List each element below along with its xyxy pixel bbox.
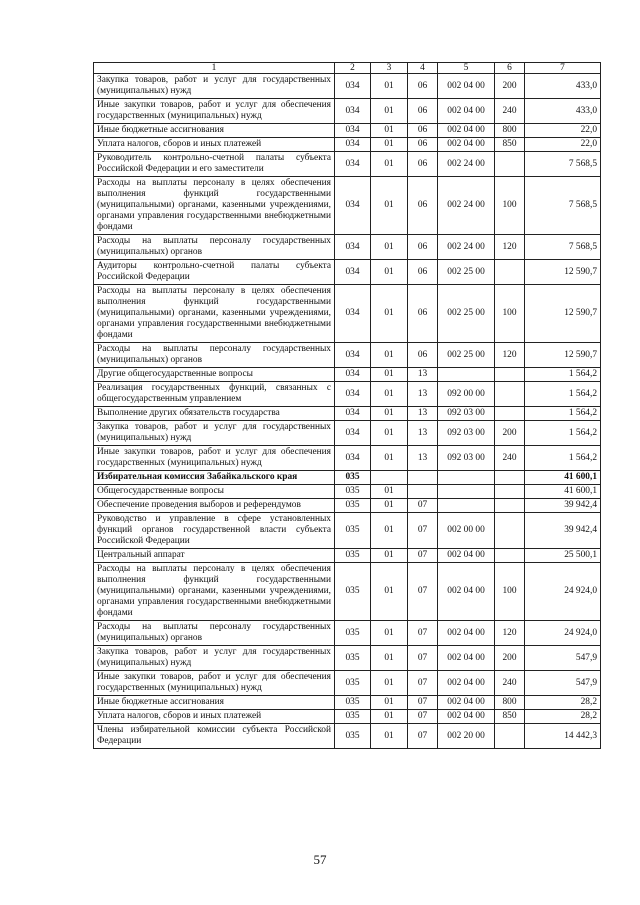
row-rz-code: 01 [371,138,408,152]
row-cs-code: 002 04 00 [438,646,495,671]
row-sum: 39 942,4 [525,513,601,549]
row-gr-code: 034 [335,124,371,138]
row-cs-code: 092 03 00 [438,421,495,446]
row-sum: 1 564,2 [525,368,601,382]
row-name: Уплата налогов, сборов и иных платежей [94,710,335,724]
row-rz-code: 01 [371,152,408,177]
row-pr-code: 07 [408,499,438,513]
table-row [94,421,601,446]
row-gr-code: 035 [335,513,371,549]
row-name: Закупка товаров, работ и услуг для государственных (муниципальных) нужд [94,646,335,671]
row-rz-code: 01 [371,646,408,671]
table-row [94,446,601,471]
row-sum: 433,0 [525,99,601,124]
table-row [94,499,601,513]
row-vr-code: 120 [495,343,525,368]
row-pr-code: 07 [408,513,438,549]
row-gr-code: 034 [335,235,371,260]
row-name: Закупка товаров, работ и услуг для государственных (муниципальных) нужд [94,74,335,99]
row-rz-code: 01 [371,124,408,138]
table-row [94,621,601,646]
row-vr-code [495,471,525,485]
row-name: Общегосударственные вопросы [94,485,335,499]
row-name: Центральный аппарат [94,549,335,563]
row-gr-code: 035 [335,710,371,724]
row-vr-code: 200 [495,74,525,99]
row-vr-code [495,368,525,382]
row-rz-code: 01 [371,343,408,368]
row-name: Руководство и управление в сфере установленных функций органов государственной власти субъекта Российской Федерации [94,513,335,549]
row-cs-code [438,485,495,499]
table-row [94,646,601,671]
row-cs-code [438,471,495,485]
row-gr-code: 034 [335,260,371,285]
row-rz-code: 01 [371,99,408,124]
row-cs-code: 002 04 00 [438,549,495,563]
row-sum: 22,0 [525,138,601,152]
row-sum: 7 568,5 [525,177,601,235]
row-name: Расходы на выплаты персоналу в целях обеспечения выполнения функций государственными (муниципальными) органами, казенными учреждениями, органами управления государственными внебюджетными фондами [94,285,335,343]
row-pr-code: 06 [408,260,438,285]
row-pr-code: 07 [408,549,438,563]
row-cs-code: 002 04 00 [438,138,495,152]
column-header-gr: 2 [335,63,371,74]
column-header-name: 1 [94,63,335,74]
row-sum: 25 500,1 [525,549,601,563]
row-rz-code [371,471,408,485]
row-gr-code: 035 [335,671,371,696]
row-vr-code: 850 [495,138,525,152]
table-body [94,63,601,749]
row-sum: 547,9 [525,646,601,671]
row-pr-code: 13 [408,368,438,382]
row-sum: 1 564,2 [525,421,601,446]
row-cs-code: 002 20 00 [438,724,495,749]
row-rz-code: 01 [371,260,408,285]
row-gr-code: 035 [335,471,371,485]
row-rz-code: 01 [371,177,408,235]
row-rz-code: 01 [371,549,408,563]
row-sum: 41 600,1 [525,485,601,499]
table-row [94,124,601,138]
row-sum: 14 442,3 [525,724,601,749]
row-vr-code [495,485,525,499]
row-gr-code: 035 [335,646,371,671]
row-pr-code: 07 [408,621,438,646]
row-sum: 12 590,7 [525,260,601,285]
row-pr-code: 07 [408,724,438,749]
row-vr-code: 120 [495,235,525,260]
row-gr-code: 034 [335,177,371,235]
row-cs-code: 002 25 00 [438,343,495,368]
table-row [94,710,601,724]
row-cs-code: 002 25 00 [438,285,495,343]
row-name: Иные закупки товаров, работ и услуг для обеспечения государственных (муниципальных) нужд [94,671,335,696]
row-vr-code: 240 [495,99,525,124]
budget-table-wrapper [93,62,600,749]
row-cs-code: 002 25 00 [438,260,495,285]
row-sum: 12 590,7 [525,343,601,368]
column-header-row [94,63,601,74]
row-rz-code: 01 [371,485,408,499]
table-row [94,285,601,343]
row-name: Расходы на выплаты персоналу в целях обеспечения выполнения функций государственными (муниципальными) органами, казенными учреждениями, органами управления государственными внебюджетными фондами [94,177,335,235]
row-cs-code: 002 04 00 [438,696,495,710]
row-vr-code [495,549,525,563]
row-rz-code: 01 [371,671,408,696]
row-gr-code: 034 [335,368,371,382]
table-row [94,260,601,285]
budget-table [93,62,601,749]
row-pr-code: 06 [408,235,438,260]
row-name: Расходы на выплаты персоналу государственных (муниципальных) органов [94,235,335,260]
row-gr-code: 034 [335,138,371,152]
row-gr-code: 035 [335,499,371,513]
row-vr-code: 100 [495,177,525,235]
row-name: Расходы на выплаты персоналу в целях обеспечения выполнения функций государственными (муниципальными) органами, казенными учреждениями, органами управления государственными внебюджетными фондами [94,563,335,621]
row-pr-code: 13 [408,407,438,421]
row-rz-code: 01 [371,235,408,260]
table-row [94,152,601,177]
row-name: Избирательная комиссия Забайкальского края [94,471,335,485]
row-sum: 7 568,5 [525,235,601,260]
row-cs-code [438,499,495,513]
row-gr-code: 035 [335,696,371,710]
row-name: Закупка товаров, работ и услуг для государственных (муниципальных) нужд [94,421,335,446]
row-vr-code: 800 [495,696,525,710]
table-row [94,407,601,421]
row-gr-code: 034 [335,407,371,421]
row-vr-code [495,724,525,749]
table-row [94,563,601,621]
row-gr-code: 035 [335,563,371,621]
row-gr-code: 034 [335,421,371,446]
column-header-sum: 7 [525,63,601,74]
row-vr-code: 850 [495,710,525,724]
row-sum: 547,9 [525,671,601,696]
row-rz-code: 01 [371,285,408,343]
row-vr-code: 800 [495,124,525,138]
row-vr-code [495,382,525,407]
row-vr-code: 200 [495,646,525,671]
row-cs-code: 002 04 00 [438,124,495,138]
row-pr-code: 06 [408,285,438,343]
row-pr-code: 07 [408,671,438,696]
table-row [94,382,601,407]
table-row [94,485,601,499]
table-row [94,549,601,563]
row-vr-code: 240 [495,671,525,696]
row-cs-code: 002 04 00 [438,563,495,621]
row-sum: 7 568,5 [525,152,601,177]
row-sum: 1 564,2 [525,407,601,421]
row-gr-code: 034 [335,152,371,177]
row-name: Выполнение других обязательств государства [94,407,335,421]
row-cs-code: 002 24 00 [438,177,495,235]
row-pr-code: 06 [408,138,438,152]
row-sum: 1 564,2 [525,446,601,471]
row-rz-code: 01 [371,621,408,646]
row-sum: 24 924,0 [525,621,601,646]
row-gr-code: 034 [335,74,371,99]
row-gr-code: 034 [335,99,371,124]
row-rz-code: 01 [371,724,408,749]
row-cs-code: 002 04 00 [438,621,495,646]
row-pr-code: 07 [408,696,438,710]
row-vr-code [495,407,525,421]
row-rz-code: 01 [371,563,408,621]
row-cs-code: 092 03 00 [438,446,495,471]
table-row [94,696,601,710]
row-cs-code [438,368,495,382]
row-vr-code [495,499,525,513]
row-pr-code: 06 [408,74,438,99]
row-name: Расходы на выплаты персоналу государственных (муниципальных) органов [94,621,335,646]
table-row [94,724,601,749]
row-sum: 12 590,7 [525,285,601,343]
row-pr-code: 13 [408,421,438,446]
column-header-cs: 5 [438,63,495,74]
row-sum: 24 924,0 [525,563,601,621]
row-name: Реализация государственных функций, связанных с общегосударственным управлением [94,382,335,407]
row-sum: 28,2 [525,710,601,724]
row-cs-code: 002 04 00 [438,671,495,696]
row-cs-code: 092 00 00 [438,382,495,407]
row-vr-code: 240 [495,446,525,471]
row-vr-code: 120 [495,621,525,646]
row-pr-code: 06 [408,124,438,138]
row-sum: 39 942,4 [525,499,601,513]
table-row [94,235,601,260]
row-pr-code: 13 [408,382,438,407]
row-pr-code: 07 [408,710,438,724]
row-name: Иные бюджетные ассигнования [94,696,335,710]
row-name: Руководитель контрольно-счетной палаты субъекта Российской Федерации и его заместители [94,152,335,177]
column-header-rz: 3 [371,63,408,74]
row-sum: 41 600,1 [525,471,601,485]
table-row [94,177,601,235]
row-rz-code: 01 [371,446,408,471]
row-name: Расходы на выплаты персоналу государственных (муниципальных) органов [94,343,335,368]
row-cs-code: 002 24 00 [438,235,495,260]
row-name: Иные бюджетные ассигнования [94,124,335,138]
row-pr-code: 13 [408,446,438,471]
row-cs-code: 002 24 00 [438,152,495,177]
row-cs-code: 002 04 00 [438,74,495,99]
page-number: 57 [313,852,327,867]
row-gr-code: 035 [335,621,371,646]
row-name: Аудиторы контрольно-счетной палаты субъекта Российской Федерации [94,260,335,285]
row-vr-code [495,513,525,549]
row-pr-code: 06 [408,99,438,124]
table-row [94,138,601,152]
row-name: Иные закупки товаров, работ и услуг для обеспечения государственных (муниципальных) нужд [94,446,335,471]
table-row [94,99,601,124]
table-row [94,74,601,99]
row-rz-code: 01 [371,368,408,382]
row-gr-code: 034 [335,446,371,471]
row-gr-code: 035 [335,549,371,563]
column-header-vr: 6 [495,63,525,74]
row-sum: 1 564,2 [525,382,601,407]
row-rz-code: 01 [371,499,408,513]
row-rz-code: 01 [371,407,408,421]
row-name: Уплата налогов, сборов и иных платежей [94,138,335,152]
row-gr-code: 034 [335,343,371,368]
row-cs-code: 002 00 00 [438,513,495,549]
row-sum: 22,0 [525,124,601,138]
row-name: Иные закупки товаров, работ и услуг для обеспечения государственных (муниципальных) нужд [94,99,335,124]
row-gr-code: 034 [335,285,371,343]
row-pr-code: 06 [408,177,438,235]
row-vr-code: 100 [495,563,525,621]
table-row [94,513,601,549]
row-cs-code: 002 04 00 [438,710,495,724]
row-sum: 433,0 [525,74,601,99]
table-row [94,343,601,368]
row-rz-code: 01 [371,421,408,446]
row-name: Обеспечение проведения выборов и референдумов [94,499,335,513]
row-gr-code: 035 [335,724,371,749]
row-vr-code: 100 [495,285,525,343]
row-rz-code: 01 [371,513,408,549]
row-rz-code: 01 [371,74,408,99]
table-row [94,368,601,382]
table-row [94,471,601,485]
row-vr-code [495,260,525,285]
row-rz-code: 01 [371,696,408,710]
row-name: Члены избирательной комиссии субъекта Российской Федерации [94,724,335,749]
row-rz-code: 01 [371,710,408,724]
row-pr-code: 07 [408,646,438,671]
row-pr-code: 06 [408,152,438,177]
column-header-pr: 4 [408,63,438,74]
row-name: Другие общегосударственные вопросы [94,368,335,382]
row-pr-code [408,485,438,499]
row-vr-code: 200 [495,421,525,446]
row-gr-code: 034 [335,382,371,407]
row-cs-code: 002 04 00 [438,99,495,124]
row-pr-code [408,471,438,485]
row-vr-code [495,152,525,177]
row-rz-code: 01 [371,382,408,407]
row-pr-code: 07 [408,563,438,621]
row-cs-code: 092 03 00 [438,407,495,421]
table-row [94,671,601,696]
row-sum: 28,2 [525,696,601,710]
row-pr-code: 06 [408,343,438,368]
row-gr-code: 035 [335,485,371,499]
